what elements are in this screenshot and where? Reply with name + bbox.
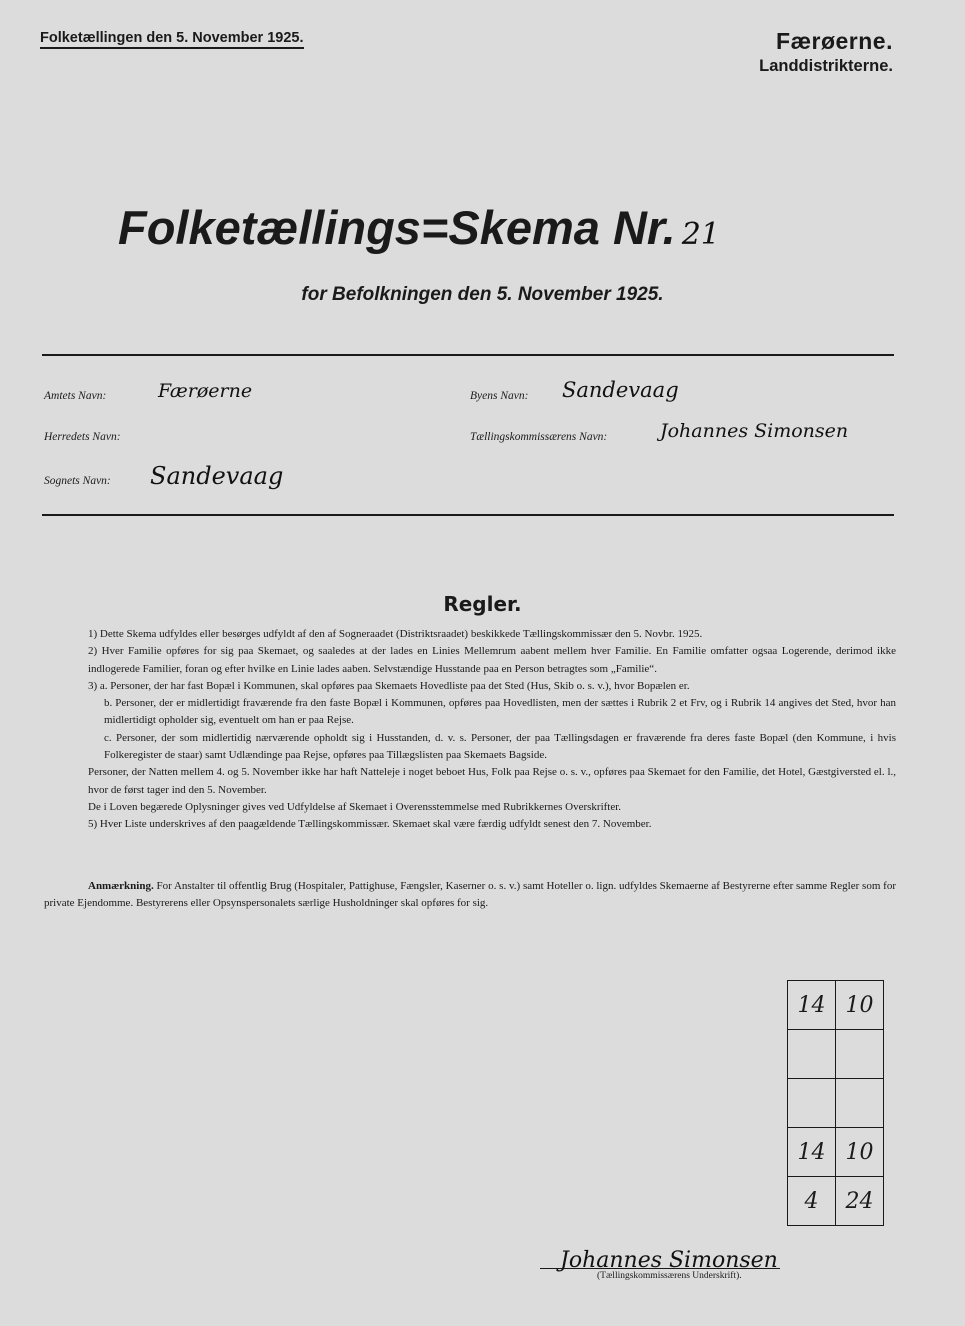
signature-line: [540, 1268, 780, 1269]
form-title-text: Folketællings=Skema Nr.: [118, 201, 676, 254]
tally-cell: 24: [835, 1177, 883, 1225]
tally-cell: [788, 1079, 835, 1127]
annotation-note: [44, 878, 896, 913]
kommissaer-label: Tællingskommissærens Navn:: [470, 431, 608, 443]
rule-4: Personer, der Natten mellem 4. og 5. November ikke har haft Natteleje i noget beboet Hus, Folk paa Rejse o. s. v., opføres paa Skemaet for den Familie, det Hotel, Gæstgiversted el. l., hvor de først tager ind den 5. November.: [88, 766, 896, 796]
signature-caption: (Tællingskommissærens Underskrift).: [597, 1271, 742, 1281]
rule-3a: 3) a. Personer, der har fast Bopæl i Kommunen, skal opføres paa Skemaets Hovedliste paa det Sted (Hus, Skib o. s. v.), hvor Bopælen er.: [88, 679, 690, 692]
by-label: Byens Navn:: [470, 390, 529, 402]
tally-cell: 4: [804, 1188, 819, 1214]
form-title: [118, 200, 720, 255]
divider-top: [42, 354, 894, 356]
form-subtitle: for Befolkningen den 5. November 1925.: [301, 284, 664, 305]
rules-heading: Regler.: [443, 592, 522, 616]
tally-cell: 14: [797, 992, 826, 1018]
note-text: For Anstalter til offentlig Brug (Hospitaler, Pattighuse, Fængsler, Kaserner o. s. v.) samt Hoteller o. lign. udfyldes Skemaerne af Bestyrerne efter samme Regler som for private Ejendomme. Bestyrerens eller Opsynspersonalets særlige Husholdninger skal opføres for sig.: [44, 880, 897, 910]
rule-3c: c. Personer, der som midlertidig nærværende opholdt sig i Husstanden, d. v. s. Personer, der paa Tællingsdagen er fraværende fra deres faste Bopæl (den Kommune, i hvis Folkeregister de staar) samt Udlændinge paa Rejse, opføres paa Tillægslisten paa Skemaets Bagside.: [104, 731, 896, 762]
by-value: Sandevaag: [562, 378, 679, 402]
district-type: Landdistrikterne.: [759, 57, 893, 75]
tally-row: [788, 1030, 883, 1079]
divider-bottom: [42, 514, 894, 516]
census-header-left: Folketællingen den 5. November 1925.: [40, 30, 304, 49]
amt-value: Færøerne: [158, 380, 253, 402]
rule-2: [44, 643, 896, 678]
sogn-value: Sandevaag: [150, 462, 284, 490]
rules-list: [44, 626, 896, 834]
rule-6: 5) Hver Liste underskrives af den paagældende Tællingskommissær. Skemaet skal være færdig udfyldt senest den 7. November.: [88, 818, 652, 831]
tally-cell: 14: [797, 1139, 826, 1165]
kommissaer-value: Johannes Simonsen: [660, 420, 849, 442]
rule-5: De i Loven begærede Oplysninger gives ved Udfyldelse af Skemaet i Overensstemmelse med Rubrikkernes Overskrifter.: [88, 800, 622, 813]
tally-row: [788, 981, 883, 1030]
census-header-right: [759, 28, 893, 76]
tally-row: [788, 1128, 883, 1177]
tally-cell: [788, 1030, 835, 1078]
sogn-label: Sognets Navn:: [44, 475, 111, 487]
tally-cell: [835, 1030, 883, 1078]
tally-row: [788, 1079, 883, 1128]
rule-2-text: 2) Hver Familie opføres for sig paa Skemaet, og saaledes at der lades en Linies Mellemrum aabent mellem hver Familie. En Familie omfatter ogsaa Logerende, derimod ikke indlogerede Familier, foran og efter hvilke en Linie lades aaben. Selvstændige Husstande paa en Person betragtes som „Familie“.: [88, 645, 896, 675]
rule-1: 1) Dette Skema udfyldes eller besørges udfyldt af den af Sogneraadet (Distriktsraadet) beskikkede Tællingskommissær den 5. Novbr. 1925.: [88, 628, 703, 640]
tally-row: [788, 1177, 883, 1225]
form-number: 21: [681, 217, 720, 252]
tally-cell: 10: [835, 981, 883, 1029]
note-label: Anmærkning.: [88, 880, 154, 892]
amt-label: Amtets Navn:: [44, 390, 107, 402]
rule-3b: b. Personer, der er midlertidigt fraværende fra den faste Bopæl i Kommunen, opføres paa Hovedlisten, men der sættes i Rubrik 2 et Frv, og i Rubrik 14 angives det Sted, hvor han midlertidigt opholder sig, eventuelt om han er paa Rejse.: [104, 697, 896, 727]
region-name: Færøerne.: [776, 28, 893, 54]
commissioner-signature: Johannes Simonsen: [560, 1248, 778, 1273]
tally-cell: 10: [835, 1128, 883, 1176]
herred-label: Herredets Navn:: [44, 431, 121, 443]
tally-box: [787, 980, 884, 1226]
tally-cell: [835, 1079, 883, 1127]
